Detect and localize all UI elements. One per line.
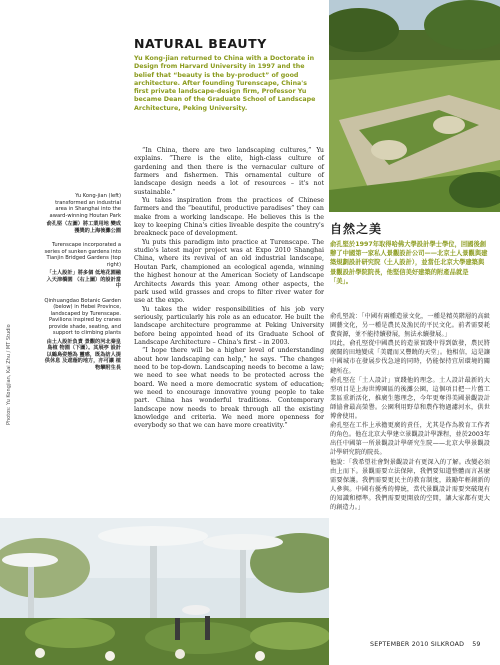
photo-credit: Photos: Yu Kongjian, Kai Zhu / MT Studio [6,324,12,425]
article-body-en [134,147,324,431]
body-zh-paragraph: 俞孔堅在「土人設計」實踐他的理念。土人設計最新的大型項目是上海世博園區的後灘公園，這個項目把一片舊工業區重新活化，推廣生態理念，今年更奪得美國景觀設計師協會最高榮譽。公園利用野草和農作物過濾河水，供世博會使用。 [330,376,490,421]
article-intro-zh: 俞孔堅於1997年取得哈佛大學設計學士學位，回國後創辦了中國第一家私人景觀設計公司——北京土人景觀與建築規劃設計研究院（土人設計），並當任北京大學建築與景觀設計學院院長，他堅信美好建築的附產品就是「美」。 [330,241,488,285]
photo-tianjin-gardens [329,0,500,212]
issue-label: SEPTEMBER 2010 SILKROAD [370,641,465,648]
caption-en: Turenscape incorporated a series of sunken gardens into Tianjin Bridged Gardens (top right) [44,242,121,268]
caption-qinhuangdao-garden [44,298,121,372]
caption-tianjin-gardens [44,242,121,290]
article-intro-en: Yu Kong-jian returned to China with a Doctorate in Design from Harvard University in 1997 and the belief that “beauty is the by-product” of good architecture. After founding Turenscape, China's first private landscape-design firm, Professor Yu became Dean of the Graduate School of Landscape Architecture, Peking University. [134,55,316,112]
caption-zh: 「土人設計」將多個 低地花園融入天津橋園 （右上圖）的設計當中 [46,270,121,289]
article-heading-zh: 自然之美 [330,222,383,236]
caption-zh: 由土人設計負責 景觀的河北秦皇島植 物園（下圖）。其展亭 設計以鶴鳥姿態為 靈感，既為訪人提供休息 及遮蔭的地方，亦可讓 植物攀附生長 [44,338,121,371]
body-en-paragraph: “In China, there are two landscaping cultures,” Yu explains. “There is the elite, high-class culture of gardening and then there is the vernacular culture of farmers and fishermen. This ornamental culture of landscape design needs a lot of resources – it's not sustainable.” [134,147,324,196]
article-heading-en: NATURAL BEAUTY [134,36,267,51]
caption-houtan-park [44,193,121,234]
body-en-paragraph: “I hope there will be a higher level of understanding about how landscaping can help,” he says. “The changes need to be top-down. Landscaping needs to become a law; we need to see what needs to be protected across the board. We need a more democratic system of education; we need to encourage innovative young people to take part. China has wonderful traditions. Contemporary landscape now needs to break through all the existing knowledge and criteria. We need more openness for everybody so that we can have more creativity.” [134,347,324,430]
caption-en: Yu Kong-jian (left) transformed an industrial area in Shanghai into the award-winning Houtan Park [49,193,121,219]
article-body-zh [330,312,490,512]
page-footer [370,641,481,648]
body-zh-paragraph: 因此，俞孔堅從中國農民的造景實踐中得到啟發，農民將廣闊的田地變成「美麗而又豐饒的天堂」。他相信，這是讓中國城市在發展步伐急速的同時，仍能保持宜居環境的關鍵所在。 [330,340,490,375]
photo-qinhuangdao-garden [0,518,329,665]
photo-captions [44,193,121,379]
body-zh-paragraph: 他說：「我希望社會對景觀設計有更深入的了解。改變必須由上而下。景觀需要立法保障，我們要知道整體而言甚麼需要保護。我們需要更民主的教育制度，鼓勵年輕創新的人參與。中國有優秀的傳統，當代景觀設計需要突破現有的知識和標準。我們需要更開放的空間，讓大家都有更大的創造力。」 [330,458,490,511]
body-en-paragraph: Yu takes inspiration from the practices of Chinese farmers and the “beautiful, productive paradises” they can make from a working landscape. He believes this is the key to keeping China's cities liveable despite the country's breakneck pace of development. [134,197,324,238]
body-zh-paragraph: 俞孔堅在工作上承擔更廣的責任，尤其是作為教育工作者的角色。他在北京大學建立景觀設計學課程，並於2003年出任中國第一所景觀設計學研究生院——北京大學景觀設計學研究院的院長。 [330,422,490,457]
body-zh-paragraph: 俞孔堅說：「中國有兩種造景文化，一種是精英階層的高級園藝文化，另一種是農民及漁民的平民文化。前者需要耗費資源，並不能持續發展，無法永續發展。」 [330,313,490,339]
body-en-paragraph: Yu takes the wider responsibilities of his job very seriously, particularly his role as an educator. He built the landscape architecture programme at Peking University before being appointed head of its Graduate School of Landscape Architecture – China's first – in 2003. [134,305,324,346]
caption-zh: 俞孔堅（左圖）將工業用地 變成獲獎的上海後灘公園 [46,221,121,234]
caption-en: Qinhuangdao Botanic Garden (below) in Hebei Province, landscaped by Turenscape. Pavilions inspired by cranes provide shade, seating, and support to climbing plants [44,297,121,336]
body-en-paragraph: Yu puts this paradigm into practice at Turenscape. The studio's latest major project was at Expo 2010 Shanghai China, where its revival of an old industrial landscape, Houtan Park, championed an ecological agenda, winning the highest honour at the American Society of Landscape Architects Awards this year. Among other aspects, the park used wild grasses and crops to filter river water for use at the expo. [134,238,324,305]
page-number: 59 [472,641,481,648]
